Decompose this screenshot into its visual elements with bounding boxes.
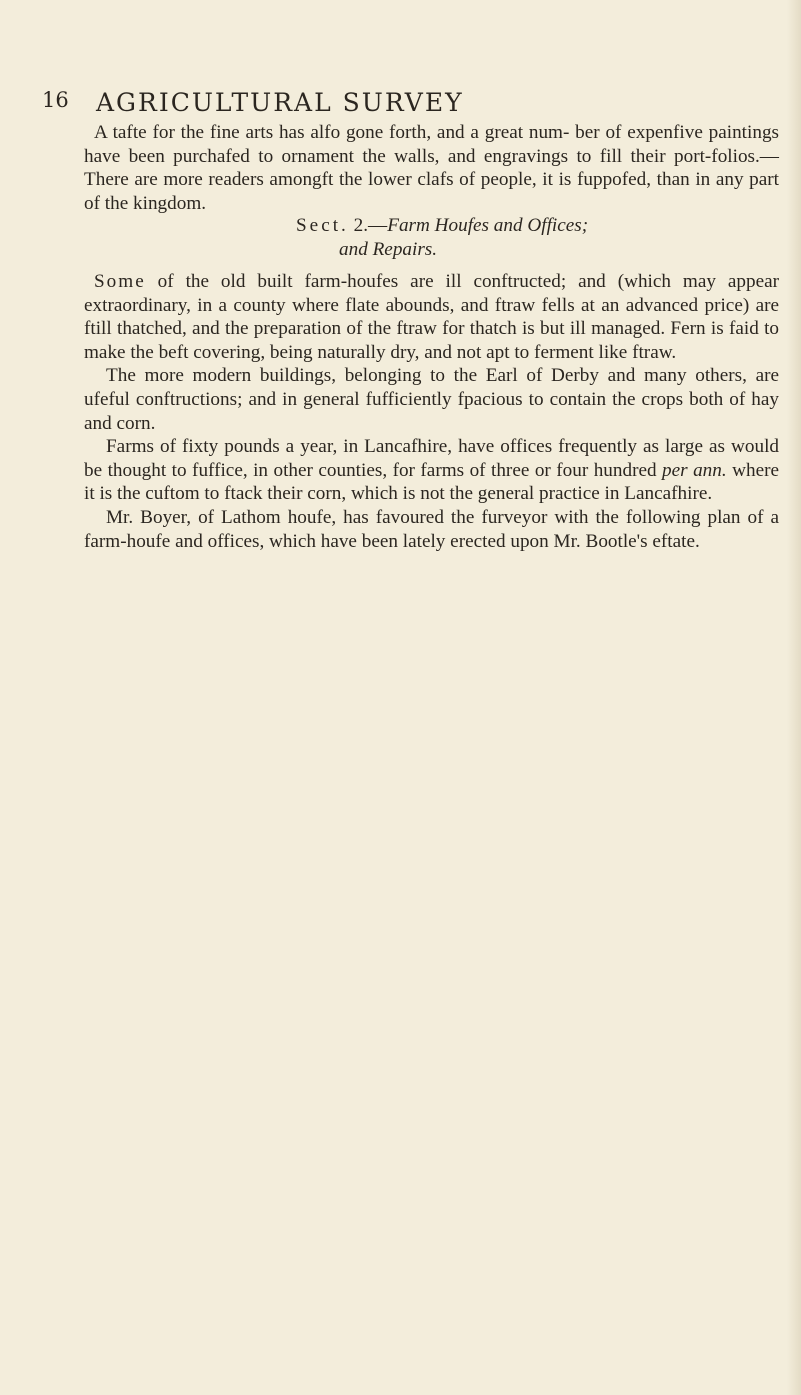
paragraph-farm-houses bbox=[84, 270, 779, 364]
section-label: Sect. bbox=[296, 215, 349, 236]
section-number: 2.— bbox=[353, 215, 388, 236]
section-title: Farm Houfes and Offices; bbox=[387, 215, 589, 236]
paragraph-farm-houses-text: of the old built farm-houfes are ill conftructed; and (which may appear extraordinary, in a county where flate abounds, and ftraw fells at an advanced price) are ftill thatched, and the preparation of the ftraw for thatch is but ill managed. Fern is faid to make the beft covering, being naturally dry, and not apt to ferment like ftraw. bbox=[84, 271, 779, 363]
page-edge-shadow bbox=[787, 0, 801, 1395]
paragraph-farms-text-start: Farms of fixty pounds a year, in Lancafhire, have offices frequently as large as would be thought to fuffice, in other counties, for farms of three or four hundred bbox=[84, 436, 779, 481]
section-body bbox=[84, 270, 779, 553]
page-header bbox=[42, 88, 762, 122]
page-number: 16 bbox=[42, 88, 69, 112]
paragraph-arts: A tafte for the fine arts has alfo gone forth, and a great num- ber of expenfive paintings have been purchafed to ornament the walls, and engravings to fill their port-folios.—There are more readers amongft the lower clafs of people, it is fuppofed, than in any part of the kingdom. bbox=[84, 122, 779, 214]
paragraph-modern-buildings: The more modern buildings, belonging to the Earl of Derby and many others, are ufeful conftructions; and in general fufficiently fpacious to contain the crops both of hay and corn. bbox=[84, 365, 779, 434]
running-title: AGRICULTURAL SURVEY bbox=[96, 88, 464, 117]
paragraph-boyer-plan: Mr. Boyer, of Lathom houfe, has favoured the furveyor with the following plan of a farm-houfe and offices, which have been lately erected upon Mr. Bootle's eftate. bbox=[84, 506, 779, 552]
paragraph-farms-offices bbox=[84, 435, 779, 506]
paragraph-farms-italic: per ann. bbox=[662, 459, 727, 481]
paragraph-farms-text-end: where it is the cuftom to ftack their corn, which is not the general practice in Lancafhire. bbox=[84, 459, 780, 505]
section-subtitle: and Repairs. bbox=[339, 239, 438, 260]
section-heading bbox=[296, 214, 716, 262]
paragraph-lead-word: Some bbox=[94, 271, 146, 292]
